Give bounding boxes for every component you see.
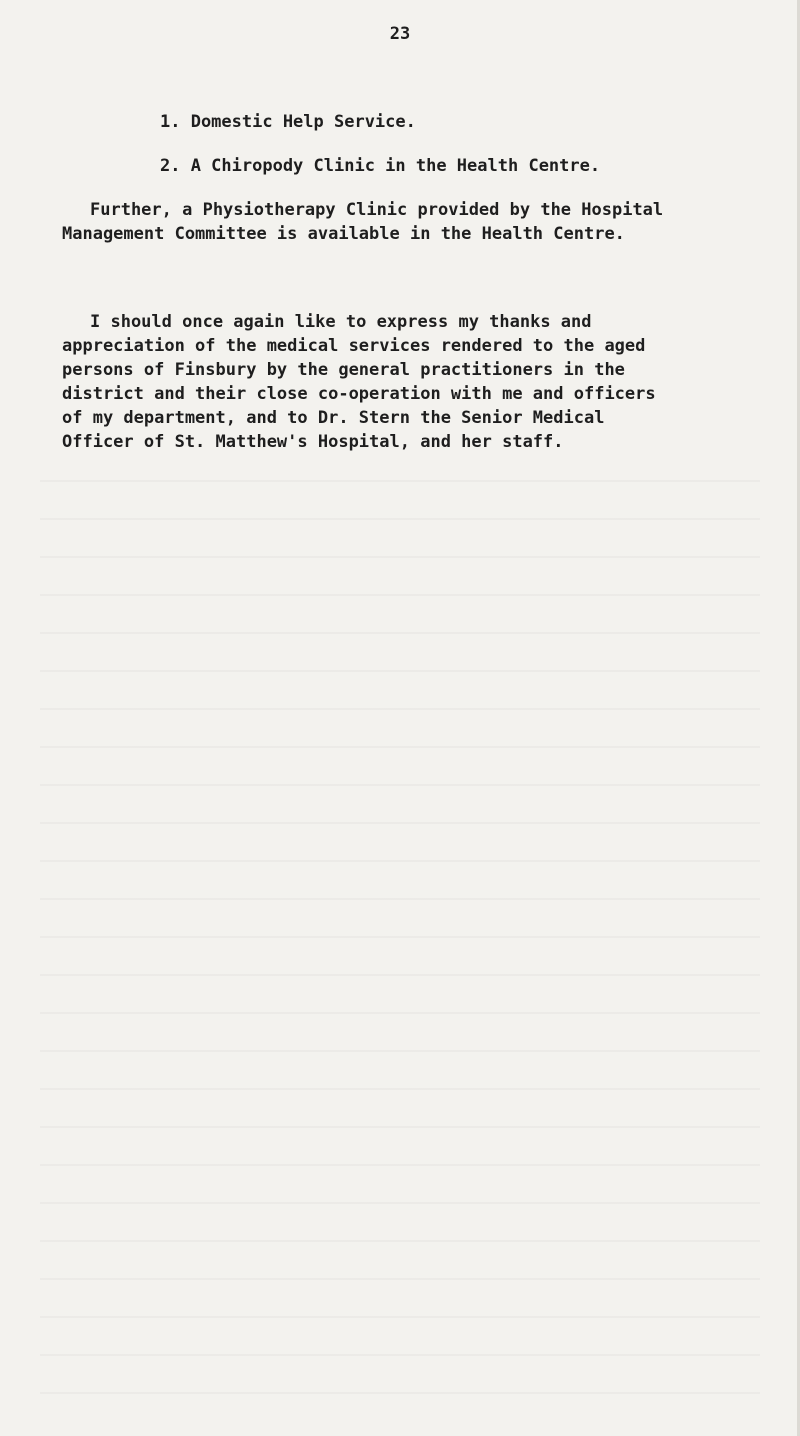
paragraph-line: of my department, and to Dr. Stern the Senior Medical <box>62 408 605 428</box>
list-item-chiropody-clinic: 2. A Chiropody Clinic in the Health Centre. <box>160 156 601 176</box>
paragraph-line: district and their close co-operation with me and officers <box>62 384 656 404</box>
paragraph-physiotherapy <box>62 198 742 246</box>
paragraph-line: Officer of St. Matthew's Hospital, and her staff. <box>62 432 564 452</box>
list-item-domestic-help: 1. Domestic Help Service. <box>160 112 416 132</box>
paragraph-line: Further, a Physiotherapy Clinic provided by the Hospital <box>90 200 664 220</box>
paragraph-thanks <box>62 310 742 454</box>
show-through-bleed <box>40 460 760 1420</box>
paragraph-line: I should once again like to express my thanks and <box>90 312 592 332</box>
page-number: 23 <box>389 24 411 44</box>
paragraph-line: persons of Finsbury by the general practitioners in the <box>62 360 625 380</box>
paragraph-line: appreciation of the medical services rendered to the aged <box>62 336 646 356</box>
paragraph-line: Management Committee is available in the Health Centre. <box>62 224 625 244</box>
